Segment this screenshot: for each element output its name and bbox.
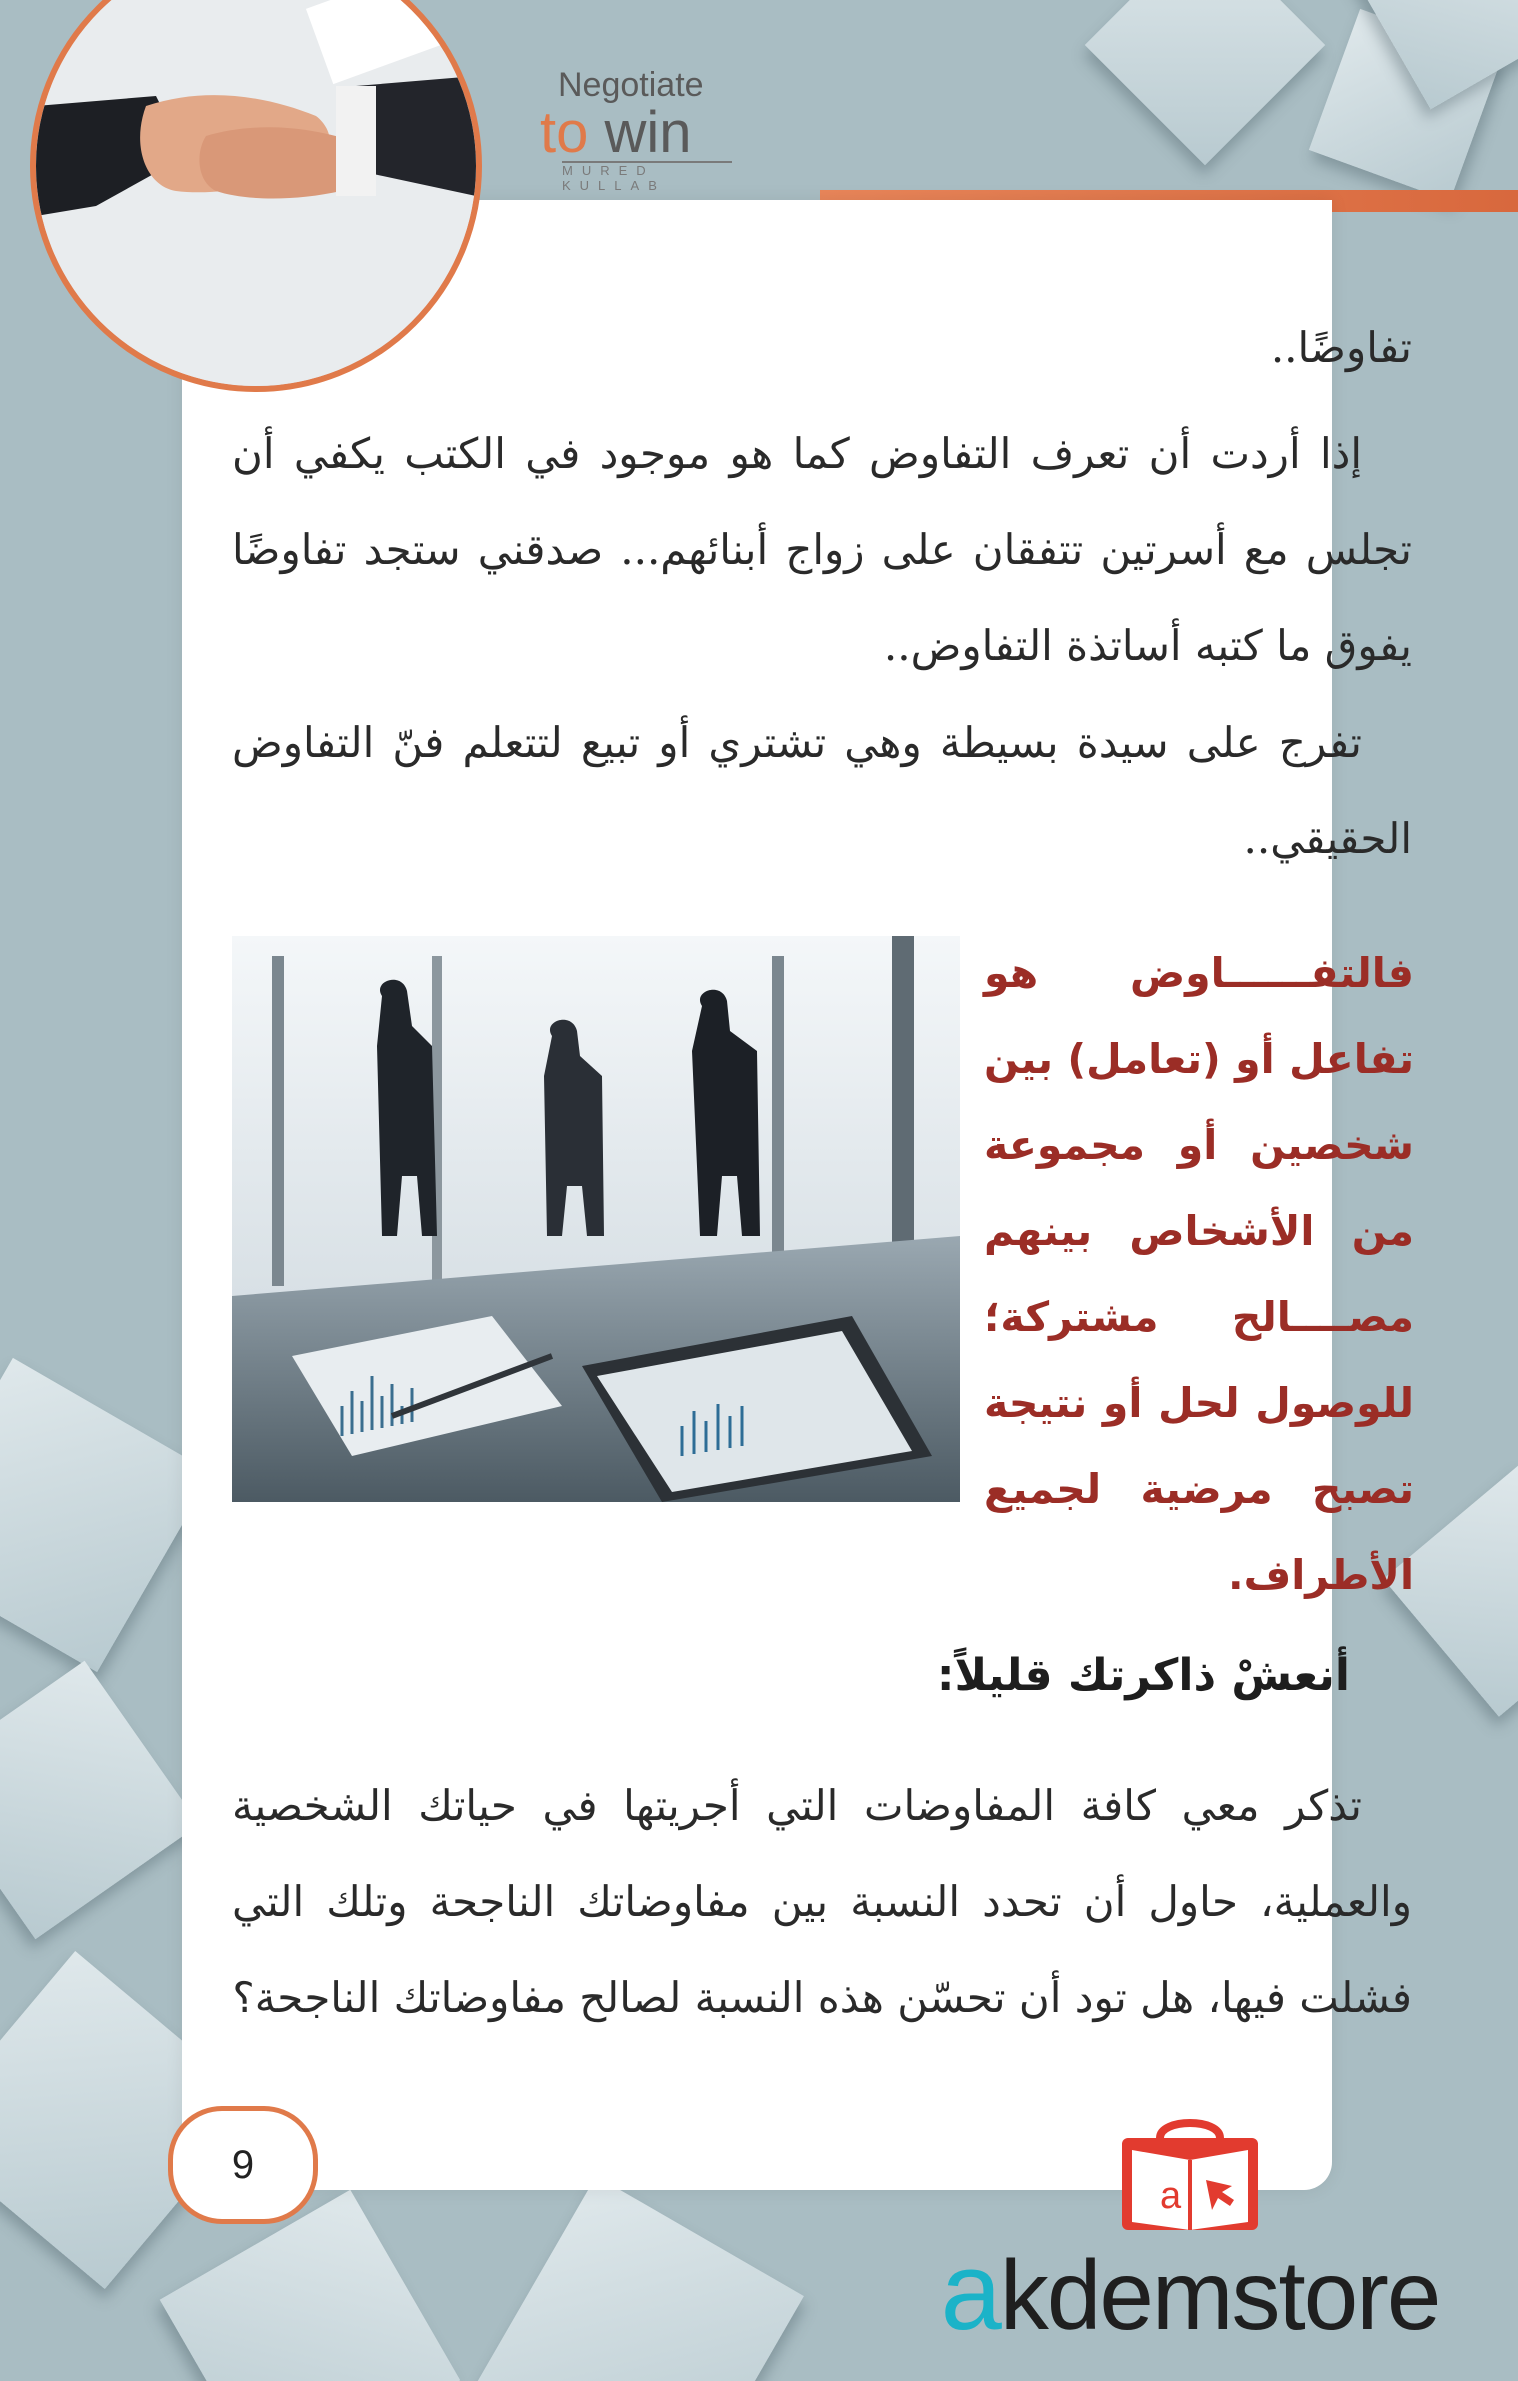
negotiation-definition: فالتفــــــاوض هو تفاعل أو (تعامل) بين شخصين أو مجموعة من الأشخاص بينهم مصــــالح مشتركة؛ للوصول لحل أو نتيجة تصبح مرضية لجميع الأطراف. <box>984 949 1414 1599</box>
brand-to: to <box>540 100 589 165</box>
brand-line1: Negotiate <box>558 66 704 104</box>
brand-author: MURED KULLAB <box>562 161 732 193</box>
page-number: 9 <box>168 2106 318 2224</box>
store-name-a: a <box>940 2230 1000 2353</box>
store-name-rest: kdemstore <box>999 2240 1440 2350</box>
business-meeting-photo <box>232 936 960 1502</box>
store-book-icon <box>860 2110 1518 2240</box>
paragraph-1: تفاوضًا.. <box>1270 323 1412 372</box>
brand-line2 <box>540 100 740 165</box>
section-subheading: أنعشْ ذاكرتك قليلاً: <box>936 1650 1350 1701</box>
meeting-photo-graphic <box>232 936 960 1502</box>
book-brand-logo <box>540 66 740 193</box>
paragraph-2: إذا أردت أن تعرف التفاوض كما هو موجود في الكتب يكفي أن تجلس مع أسرتين تتفقان على زواج أبنائهم... صدقني ستجد تفاوضًا يفوق ما كتبه أساتذة التفاوض.. <box>232 429 1412 670</box>
brand-win: win <box>604 100 692 165</box>
paragraph-3: تفرج على سيدة بسيطة وهي تشتري أو تبيع لتتعلم فنّ التفاوض الحقيقي.. <box>232 718 1412 863</box>
paragraph-4: تذكر معي كافة المفاوضات التي أجريتها في حياتك الشخصية والعملية، حاول أن تحدد النسبة بين مفاوضاتك الناجحة وتلك التي فشلت فيها، هل تود أن تحسّن هذه النسبة لصالح مفاوضاتك الناجحة؟ <box>232 1781 1412 2022</box>
store-name <box>860 2228 1518 2355</box>
svg-text:a: a <box>1160 2175 1182 2217</box>
store-watermark <box>860 2110 1518 2380</box>
